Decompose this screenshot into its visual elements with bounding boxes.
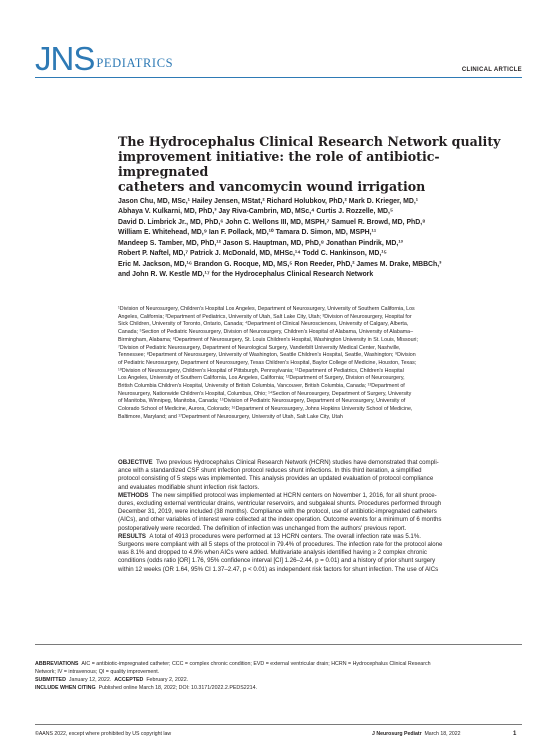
abstract-line: A total of 4913 procedures were performed at 13 HCRN centers. The overall infection rate was 5.1%. <box>149 532 421 540</box>
article-type-label: CLINICAL ARTICLE <box>461 67 522 73</box>
affiliation-line: Los Angeles, University of Southern California, Los Angeles, California; ¹²Department of Surgery, Division of Neurosurgery, <box>118 375 405 382</box>
page-footer-rule <box>35 724 522 725</box>
abstract-line: within 12 weeks (OR 1.64, 95% CI 1.37–2.47, p < 0.01) as independent risk factors for shunt infection. The use of AICs <box>118 565 439 573</box>
copyright-notice: ©AANS 2022, except where prohibited by US copyright law <box>35 731 172 737</box>
accepted-label: ACCEPTED <box>114 677 144 683</box>
abbreviations-text: AIC = antibiotic-impregnated catheter; CCC = complex chronic condition; EVD = external ventricular drain; HCRN = Hydrocephalus Clinical Research <box>81 661 431 667</box>
affiliation-line: Baltimore, Maryland; and ¹⁷Department of Neurosurgery, University of Utah, Salt Lake City, Utah <box>118 413 343 420</box>
affiliation-line: British Columbia Children's Hospital, University of British Columbia, Vancouver, British Columbia, Canada; ¹³Department of <box>118 383 405 390</box>
affiliation-line: Angeles, California; ²Department of Pediatrics, University of Utah, Salt Lake City, Utah; ³Division of Neurosurgery, Hospital for <box>118 313 412 320</box>
journal-logo <box>35 40 173 85</box>
abstract-line: postoperatively were recorded. The definition of infection was unchanged from the authors' previous report. <box>118 524 407 532</box>
abstract-results <box>118 533 522 574</box>
abstract-line: ance with a standardized CSF shunt infection protocol reduces shunt infections. In this third iteration, a simplified <box>118 467 422 475</box>
accepted-date: February 2, 2022. <box>146 677 189 683</box>
author-list <box>118 197 518 281</box>
journal-name: J Neurosurg Pediatr <box>372 731 422 737</box>
abstract-line: (AICs), and other variables of interest were collected at the index operation. Outcome events for a minimum of 6 months <box>118 516 442 524</box>
header-rule <box>35 77 522 78</box>
author-line: Mandeep S. Tamber, MD, PhD,¹² Jason S. Hauptman, MD, PhD,⁸ Jonathan Pindrik, MD,¹³ <box>118 239 403 247</box>
objective-label: OBJECTIVE <box>118 459 153 466</box>
affiliation-line: Canada; ⁵Section of Pediatric Neurosurgery, Division of Neurosurgery, Children's Hospital of Alabama, University of Alabama– <box>118 329 414 336</box>
author-line: David D. Limbrick Jr., MD, PhD,⁶ John C. Wellons III, MD, MSPH,⁷ Samuel R. Browd, MD, PhD,⁸ <box>118 218 426 226</box>
abbreviations-text: Network; IV = intravenous; QI = quality improvement. <box>35 669 160 675</box>
article-metadata <box>35 660 522 692</box>
logo-pediatrics: PEDIATRICS <box>96 56 174 70</box>
abstract-line: The new simplified protocol was implemented at HCRN centers on November 1, 2016, for all shunt proce- <box>151 491 437 499</box>
title-line: catheters and vancomycin wound irrigation <box>118 179 426 194</box>
journal-citation <box>372 731 461 737</box>
affiliation-line: Sick Children, University of Toronto, Ontario, Canada; ⁴Department of Clinical Neurosciences, University of Calgary, Alberta, <box>118 321 409 328</box>
abbreviations-label: ABBREVIATIONS <box>35 661 79 667</box>
affiliation-line: Tennessee; ⁸Department of Neurosurgery, University of Washington, Seattle Children's Hospital, Seattle, Washington; ⁹Division <box>118 352 416 359</box>
affiliation-line: of Pediatric Neurosurgery, Department of Neurosurgery, Texas Children's Hospital, Baylor College of Medicine, Houston, Texas; <box>118 359 417 366</box>
affiliation-line: of Manitoba, Winnipeg, Manitoba, Canada; ¹⁵Division of Pediatric Neurosurgery, Department of Neurosurgery, University of <box>118 398 406 405</box>
abstract-line: Two previous Hydrocephalus Clinical Research Network (HCRN) studies have demonstrated that compli- <box>155 459 439 466</box>
author-line: Robert P. Naftel, MD,⁷ Patrick J. McDonald, MD, MHSc,¹⁴ Todd C. Hankinson, MD,¹⁵ <box>118 250 387 258</box>
logo-jns: JNS <box>35 40 95 77</box>
footer-rule <box>35 644 522 645</box>
title-line: improvement initiative: the role of antibiotic-impregnated <box>118 149 440 179</box>
title-line: The Hydrocephalus Clinical Research Network quality <box>118 134 501 149</box>
citing-label: INCLUDE WHEN CITING <box>35 685 96 691</box>
affiliation-line: Birmingham, Alabama; ⁶Department of Neurosurgery, St. Louis Children's Hospital, Washington University in St. Louis, Missouri; <box>118 336 418 343</box>
abstract-line: dures, excluding external ventricular drains, ventricular reservoirs, and subgaleal shunts. Procedures performed through <box>118 500 442 508</box>
affiliations <box>118 306 522 422</box>
abstract-line: December 31, 2019, were included (38 months). Compliance with the protocol, use of antibiotic-impregnated catheters <box>118 508 437 516</box>
affiliation-line: Neurosurgery, Nationwide Children's Hospital, Columbus, Ohio; ¹⁴Section of Neurosurgery, Department of Surgery, University <box>118 390 412 397</box>
affiliation-line: ¹⁰Division of Neurosurgery, Children's Hospital of Pittsburgh, Pennsylvania; ¹¹Department of Pediatrics, Children's Hospital <box>118 367 404 374</box>
abstract-line: Surgeons were compliant with all 5 steps of the protocol in 79.4% of procedures. The infection rate for the protocol alone <box>118 541 443 549</box>
journal-date: March 18, 2022 <box>424 731 461 737</box>
abstract-line: and evaluates modifiable shunt infection risk factors. <box>118 483 260 491</box>
abstract <box>118 459 522 574</box>
article-title <box>118 134 508 194</box>
author-line: Abhaya V. Kulkarni, MD, PhD,³ Jay Riva-Cambrin, MD, MSc,⁴ Curtis J. Rozzelle, MD,⁵ <box>118 208 394 216</box>
abstract-line: was 8.1% and dropped to 4.9% when AICs were added. Multivariate analysis identified having ≥ 2 complex chronic <box>118 549 427 557</box>
page-number: 1 <box>513 731 517 737</box>
abstract-line: protocol consisting of 5 steps was implemented. This analysis provides an updated evaluation of protocol compliance <box>118 475 434 483</box>
abstract-objective <box>118 459 522 492</box>
submitted-label: SUBMITTED <box>35 677 66 683</box>
results-label: RESULTS <box>118 532 146 540</box>
affiliation-line: ⁷Division of Pediatric Neurosurgery, Department of Neurological Surgery, Vanderbilt University Medical Center, Nashville, <box>118 344 401 351</box>
author-line: Eric M. Jackson, MD,¹⁶ Brandon G. Rocque, MD, MS,⁵ Ron Reeder, PhD,² James M. Drake, MBBCh,³ <box>118 260 442 268</box>
abstract-methods <box>118 492 522 533</box>
affiliation-line: Colorado School of Medicine, Aurora, Colorado; ¹⁶Department of Neurosurgery, Johns Hopkins University School of Medicine, <box>118 406 413 413</box>
journal-header <box>35 40 522 80</box>
author-line: William E. Whitehead, MD,⁹ Ian F. Pollack, MD,¹⁰ Tamara D. Simon, MD, MSPH,¹¹ <box>118 229 377 237</box>
affiliation-line: ¹Division of Neurosurgery, Children's Hospital Los Angeles, Department of Neurosurgery, University of Southern California, Los <box>118 306 415 312</box>
submitted-date: January 12, 2022. <box>68 677 112 683</box>
author-line: Jason Chu, MD, MSc,¹ Hailey Jensen, MStat,² Richard Holubkov, PhD,² Mark D. Krieger, MD,¹ <box>118 198 419 205</box>
author-line: and John R. W. Kestle MD,¹⁷ for the Hydrocephalus Clinical Research Network <box>118 271 374 279</box>
abstract-line: conditions (odds ratio [OR] 1.76, 95% confidence interval [CI] 1.26–2.44, p = 0.01) and a history of prior shunt surgery <box>118 557 436 565</box>
citing-text: Published online March 18, 2022; DOI: 10.3171/2022.2.PEDS2214. <box>98 685 258 691</box>
methods-label: METHODS <box>118 491 149 499</box>
